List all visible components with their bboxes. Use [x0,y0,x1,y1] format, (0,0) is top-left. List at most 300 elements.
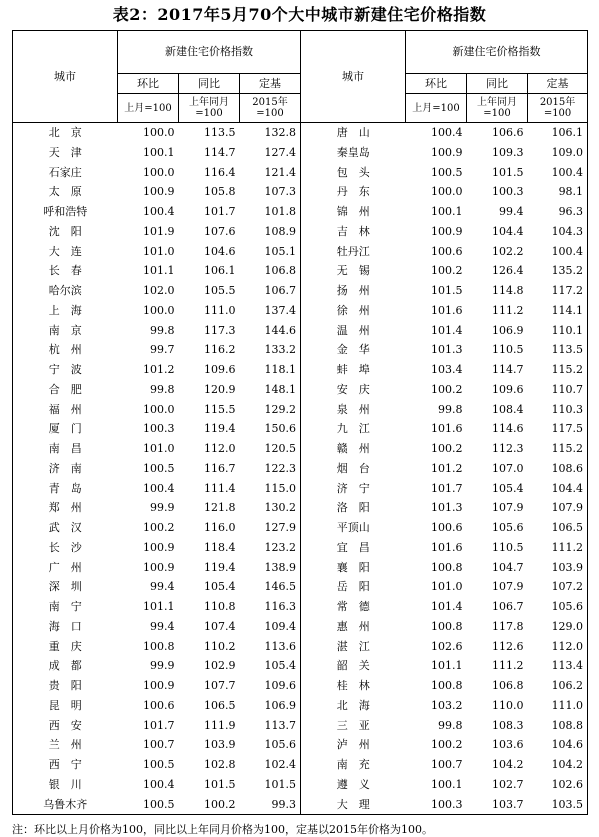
right-city-cell: 北 海 [301,696,406,716]
left-city-cell: 西 安 [13,716,118,736]
right-mom-cell: 100.6 [431,521,463,534]
left-city-cell: 银 川 [13,775,118,795]
left-mom-cell: 100.9 [143,679,175,692]
right-base-cell: 110.7 [528,380,588,400]
left-base-cell: 115.0 [240,479,301,499]
right-city-cell: 三 亚 [301,716,406,736]
left-city-cell: 南 昌 [13,439,118,459]
base-header-left: 定基 [240,74,301,94]
left-yoy-cell: 115.5 [204,402,236,416]
left-yoy-cell: 110.2 [204,639,236,653]
index-group-header-left: 新建住宅价格指数 [118,31,301,74]
price-index-table [12,30,588,815]
right-base-cell: 102.6 [528,775,588,795]
yoy-header-left: 同比 [179,74,240,94]
right-yoy-cell: 105.4 [492,481,524,495]
base-base-right: 2015年=100 [528,94,588,123]
right-city-cell: 济 宁 [301,479,406,499]
right-yoy-cell: 104.2 [492,758,524,771]
right-base-cell: 115.2 [528,360,588,380]
left-mom-cell: 99.9 [150,501,175,515]
right-mom-cell: 100.4 [431,126,463,139]
table-row [13,597,588,617]
right-base-cell: 106.2 [528,676,588,696]
left-yoy-cell: 116.2 [204,343,236,357]
left-city-cell: 昆 明 [13,696,118,716]
right-mom-cell: 100.3 [406,795,467,815]
right-city-cell: 烟 台 [301,459,406,479]
right-base-cell: 104.2 [528,755,588,775]
left-mom-cell: 99.8 [150,323,175,337]
table-row [13,400,588,420]
right-mom-cell: 99.8 [438,718,463,732]
left-base-cell: 122.3 [240,459,301,479]
right-base-cell: 129.0 [528,617,588,637]
right-city-cell: 惠 州 [301,617,406,637]
right-city-cell: 扬 州 [301,281,406,301]
left-yoy-cell: 120.9 [204,382,236,396]
right-yoy-cell: 104.4 [492,224,524,238]
left-mom-cell: 99.7 [150,343,175,357]
right-mom-cell: 101.4 [431,600,463,613]
table-row [13,360,588,380]
table-row [13,795,588,815]
left-yoy-cell: 102.9 [204,659,236,673]
right-yoy-cell: 100.3 [492,185,524,199]
right-city-cell: 秦皇岛 [301,143,406,163]
right-base-cell: 100.4 [528,242,588,262]
right-mom-cell: 101.3 [431,501,463,515]
table-row [13,775,588,795]
base-header-right: 定基 [528,74,588,94]
index-group-header-right: 新建住宅价格指数 [406,31,588,74]
left-yoy-cell: 110.8 [204,600,236,613]
left-city-cell: 石家庄 [13,163,118,183]
right-base-cell: 96.3 [528,202,588,222]
left-mom-cell: 100.3 [143,422,175,436]
right-base-cell: 109.0 [528,143,588,163]
yoy-base-left: 上年同月=100 [179,94,240,123]
left-mom-cell: 100.0 [143,402,175,416]
left-base-cell: 101.8 [240,202,301,222]
right-yoy-cell: 104.7 [492,560,524,574]
left-mom-cell: 100.8 [143,639,175,653]
table-row [13,242,588,262]
right-city-cell: 安 庆 [301,380,406,400]
left-city-cell: 厦 门 [13,419,118,439]
right-yoy-cell: 117.8 [492,619,524,633]
right-yoy-cell: 109.3 [492,145,524,159]
right-base-cell: 106.5 [528,518,588,538]
right-city-cell: 蚌 埠 [301,360,406,380]
right-mom-cell: 100.8 [431,619,463,633]
left-mom-cell: 99.4 [150,619,175,633]
left-mom-cell: 101.0 [143,244,175,258]
right-city-cell: 襄 阳 [301,558,406,578]
left-base-cell: 138.9 [240,558,301,578]
left-yoy-cell: 117.3 [204,323,236,337]
right-yoy-cell: 114.7 [492,363,524,376]
left-yoy-cell: 105.4 [204,580,236,594]
right-yoy-cell: 111.2 [492,659,524,673]
right-mom-cell: 99.8 [438,402,463,416]
yoy-base-right: 上年同月=100 [467,94,528,123]
right-mom-cell: 101.6 [431,303,463,317]
right-base-cell: 105.6 [528,597,588,617]
table-row [13,538,588,558]
right-base-cell: 104.3 [528,222,588,242]
right-mom-cell: 101.3 [431,343,463,357]
left-yoy-cell: 111.9 [204,718,236,732]
left-mom-cell: 100.7 [143,738,175,752]
left-yoy-cell: 106.5 [204,698,236,712]
right-mom-cell: 101.6 [431,422,463,436]
right-base-cell: 108.8 [528,716,588,736]
right-base-cell: 113.4 [528,656,588,676]
left-base-cell: 150.6 [240,419,301,439]
left-base-cell: 105.6 [240,735,301,755]
left-base-cell: 106.8 [240,261,301,281]
left-base-cell: 106.7 [240,281,301,301]
right-base-cell: 108.6 [528,459,588,479]
left-base-cell: 127.4 [240,143,301,163]
right-yoy-cell: 106.6 [492,126,524,139]
left-base-cell: 113.6 [240,637,301,657]
right-city-cell: 南 充 [301,755,406,775]
right-mom-cell: 100.5 [431,165,463,179]
right-base-cell: 106.1 [528,123,588,143]
left-mom-cell: 100.5 [118,795,179,815]
left-base-cell: 102.4 [240,755,301,775]
left-base-cell: 105.4 [240,656,301,676]
left-city-cell: 贵 阳 [13,676,118,696]
table-row [13,479,588,499]
table-row [13,696,588,716]
right-mom-cell: 100.2 [431,264,463,278]
right-base-cell: 104.6 [528,735,588,755]
left-mom-cell: 101.9 [143,224,175,238]
table-row [13,419,588,439]
right-city-cell: 唐 山 [301,123,406,143]
right-yoy-cell: 103.6 [492,738,524,752]
right-city-cell: 泸 州 [301,735,406,755]
left-mom-cell: 100.4 [143,777,175,791]
left-base-cell: 127.9 [240,518,301,538]
right-yoy-cell: 106.7 [492,600,524,613]
right-city-cell: 包 头 [301,163,406,183]
table-body [13,123,588,815]
footnote: 注：环比以上月价格为100，同比以上年同月价格为100，定基以2015年价格为100。 [12,823,433,837]
right-mom-cell: 100.0 [431,185,463,199]
left-city-cell: 成 都 [13,656,118,676]
right-base-cell: 103.5 [528,795,588,815]
left-base-cell: 129.2 [240,400,301,420]
right-yoy-cell: 111.2 [492,303,524,317]
right-mom-cell: 101.4 [431,323,463,337]
left-city-cell: 乌鲁木齐 [13,795,118,815]
left-city-cell: 北 京 [13,123,118,143]
right-yoy-cell: 107.0 [492,461,524,475]
left-base-cell: 132.8 [240,123,301,143]
left-city-cell: 天 津 [13,143,118,163]
right-yoy-cell: 107.9 [492,501,524,515]
left-base-cell: 137.4 [240,301,301,321]
right-base-cell: 98.1 [528,182,588,202]
left-mom-cell: 99.9 [150,659,175,673]
table-row [13,143,588,163]
mom-base-left: 上月=100 [118,94,179,123]
right-mom-cell: 101.2 [431,461,463,475]
right-city-cell: 泉 州 [301,400,406,420]
table-row [13,755,588,775]
table-row [13,321,588,341]
left-base-cell: 121.4 [240,163,301,183]
table-row [13,498,588,518]
left-base-cell: 130.2 [240,498,301,518]
left-yoy-cell: 105.5 [204,284,236,297]
right-city-cell: 九 江 [301,419,406,439]
right-yoy-cell: 102.7 [492,777,524,791]
right-city-cell: 锦 州 [301,202,406,222]
table-row [13,163,588,183]
left-mom-cell: 100.6 [143,698,175,712]
right-mom-cell: 100.1 [431,205,463,218]
left-city-cell: 青 岛 [13,479,118,499]
right-yoy-cell: 101.5 [492,165,524,179]
table-row [13,676,588,696]
right-yoy-cell: 110.5 [492,540,524,554]
right-base-cell: 114.1 [528,301,588,321]
left-city-cell: 长 沙 [13,538,118,558]
right-base-cell: 104.4 [528,479,588,499]
right-yoy-cell: 107.9 [492,580,524,594]
right-mom-cell: 101.1 [431,659,463,673]
right-mom-cell: 101.7 [431,481,463,495]
right-yoy-cell: 112.6 [492,639,524,653]
left-city-cell: 福 州 [13,400,118,420]
right-base-cell: 107.2 [528,577,588,597]
left-mom-cell: 100.2 [143,521,175,534]
left-city-cell: 上 海 [13,301,118,321]
right-yoy-cell: 99.4 [499,205,524,218]
table-row [13,637,588,657]
right-yoy-cell: 108.4 [492,402,524,416]
left-mom-cell: 101.2 [143,363,175,376]
table-row [13,182,588,202]
right-base-cell: 111.2 [528,538,588,558]
left-city-cell: 南 宁 [13,597,118,617]
right-mom-cell: 100.9 [431,224,463,238]
left-city-cell: 海 口 [13,617,118,637]
table-row [13,617,588,637]
left-yoy-cell: 114.7 [204,145,236,159]
left-city-cell: 呼和浩特 [13,202,118,222]
right-base-cell: 115.2 [528,439,588,459]
right-mom-cell: 100.7 [431,758,463,771]
left-yoy-cell: 113.5 [204,126,236,139]
right-city-cell: 徐 州 [301,301,406,321]
right-city-cell: 宜 昌 [301,538,406,558]
right-city-cell: 岳 阳 [301,577,406,597]
right-city-cell: 金 华 [301,340,406,360]
right-yoy-cell: 126.4 [492,264,524,278]
right-yoy-cell: 112.3 [492,442,524,455]
right-city-cell: 桂 林 [301,676,406,696]
table-row [13,123,588,143]
right-city-cell: 无 锡 [301,261,406,281]
left-city-cell: 广 州 [13,558,118,578]
right-mom-cell: 100.2 [431,738,463,752]
table-row [13,301,588,321]
right-mom-cell: 100.2 [431,382,463,396]
left-mom-cell: 101.1 [143,264,175,278]
left-yoy-cell: 121.8 [204,501,236,515]
table-row [13,202,588,222]
left-yoy-cell: 100.2 [179,795,240,815]
right-yoy-cell: 110.5 [492,343,524,357]
left-city-cell: 哈尔滨 [13,281,118,301]
left-base-cell: 123.2 [240,538,301,558]
left-yoy-cell: 102.8 [204,758,236,771]
right-base-cell: 113.5 [528,340,588,360]
right-city-cell: 温 州 [301,321,406,341]
left-mom-cell: 100.1 [143,145,175,159]
left-base-cell: 144.6 [240,321,301,341]
right-city-cell: 吉 林 [301,222,406,242]
left-mom-cell: 99.8 [150,382,175,396]
left-mom-cell: 100.9 [143,185,175,199]
right-mom-cell: 100.2 [431,442,463,455]
base-base-left: 2015年=100 [240,94,301,123]
right-mom-cell: 100.8 [431,560,463,574]
right-base-cell: 112.0 [528,637,588,657]
right-base-cell: 110.3 [528,400,588,420]
left-mom-cell: 100.9 [143,540,175,554]
mom-header-right: 环比 [406,74,467,94]
right-city-cell: 韶 关 [301,656,406,676]
left-city-cell: 武 汉 [13,518,118,538]
left-city-cell: 郑 州 [13,498,118,518]
table-row [13,656,588,676]
left-yoy-cell: 101.7 [204,205,236,218]
left-base-cell: 113.7 [240,716,301,736]
left-mom-cell: 100.0 [143,126,175,139]
table-row [13,716,588,736]
right-base-cell: 103.9 [528,558,588,578]
left-yoy-cell: 107.4 [204,619,236,633]
right-yoy-cell: 110.0 [492,698,524,712]
right-city-cell: 湛 江 [301,637,406,657]
left-mom-cell: 102.0 [143,284,175,297]
left-base-cell: 146.5 [240,577,301,597]
table-row [13,558,588,578]
right-mom-cell: 101.0 [431,580,463,594]
city-header-left: 城市 [13,31,118,123]
left-yoy-cell: 119.4 [204,560,236,574]
left-yoy-cell: 118.4 [204,540,236,554]
right-mom-cell: 100.9 [431,145,463,159]
table-row [13,380,588,400]
table-row [13,518,588,538]
left-yoy-cell: 107.7 [204,679,236,692]
table-row [13,340,588,360]
left-yoy-cell: 101.5 [204,777,236,791]
left-city-cell: 重 庆 [13,637,118,657]
left-city-cell: 长 春 [13,261,118,281]
left-yoy-cell: 111.0 [204,303,236,317]
left-base-cell: 116.3 [240,597,301,617]
left-yoy-cell: 104.6 [204,244,236,258]
right-yoy-cell: 114.6 [492,422,524,436]
right-city-cell: 洛 阳 [301,498,406,518]
table-row [13,439,588,459]
left-city-cell: 杭 州 [13,340,118,360]
table-row [13,222,588,242]
left-city-cell: 深 圳 [13,577,118,597]
right-base-cell: 135.2 [528,261,588,281]
left-base-cell: 101.5 [240,775,301,795]
right-mom-cell: 101.5 [431,284,463,297]
left-base-cell: 99.3 [240,795,301,815]
right-base-cell: 110.1 [528,321,588,341]
left-mom-cell: 100.9 [143,560,175,574]
left-city-cell: 兰 州 [13,735,118,755]
right-yoy-cell: 106.8 [492,679,524,692]
left-base-cell: 106.9 [240,696,301,716]
left-mom-cell: 100.4 [143,205,175,218]
right-yoy-cell: 106.9 [492,323,524,337]
left-city-cell: 沈 阳 [13,222,118,242]
left-mom-cell: 100.5 [143,461,175,475]
left-base-cell: 109.4 [240,617,301,637]
left-mom-cell: 100.4 [143,481,175,495]
right-city-cell: 丹 东 [301,182,406,202]
left-city-cell: 西 宁 [13,755,118,775]
right-base-cell: 117.5 [528,419,588,439]
right-base-cell: 111.0 [528,696,588,716]
left-city-cell: 济 南 [13,459,118,479]
left-mom-cell: 101.0 [143,442,175,455]
left-yoy-cell: 112.0 [204,442,236,455]
yoy-header-right: 同比 [467,74,528,94]
right-yoy-cell: 109.6 [492,382,524,396]
table-row [13,577,588,597]
left-mom-cell: 101.7 [143,718,175,732]
left-city-cell: 大 连 [13,242,118,262]
right-yoy-cell: 114.8 [492,284,524,297]
left-base-cell: 109.6 [240,676,301,696]
left-yoy-cell: 105.8 [204,185,236,199]
left-city-cell: 南 京 [13,321,118,341]
left-yoy-cell: 119.4 [204,422,236,436]
right-base-cell: 117.2 [528,281,588,301]
left-base-cell: 133.2 [240,340,301,360]
left-mom-cell: 101.1 [143,600,175,613]
left-base-cell: 118.1 [240,360,301,380]
left-city-cell: 宁 波 [13,360,118,380]
left-yoy-cell: 111.4 [204,481,236,495]
left-mom-cell: 100.0 [143,303,175,317]
right-base-cell: 107.9 [528,498,588,518]
left-yoy-cell: 116.0 [204,521,236,534]
right-mom-cell: 100.6 [431,244,463,258]
left-yoy-cell: 109.6 [204,363,236,376]
right-mom-cell: 100.8 [431,679,463,692]
left-city-cell: 太 原 [13,182,118,202]
left-base-cell: 148.1 [240,380,301,400]
table-row [13,281,588,301]
right-city-cell: 赣 州 [301,439,406,459]
